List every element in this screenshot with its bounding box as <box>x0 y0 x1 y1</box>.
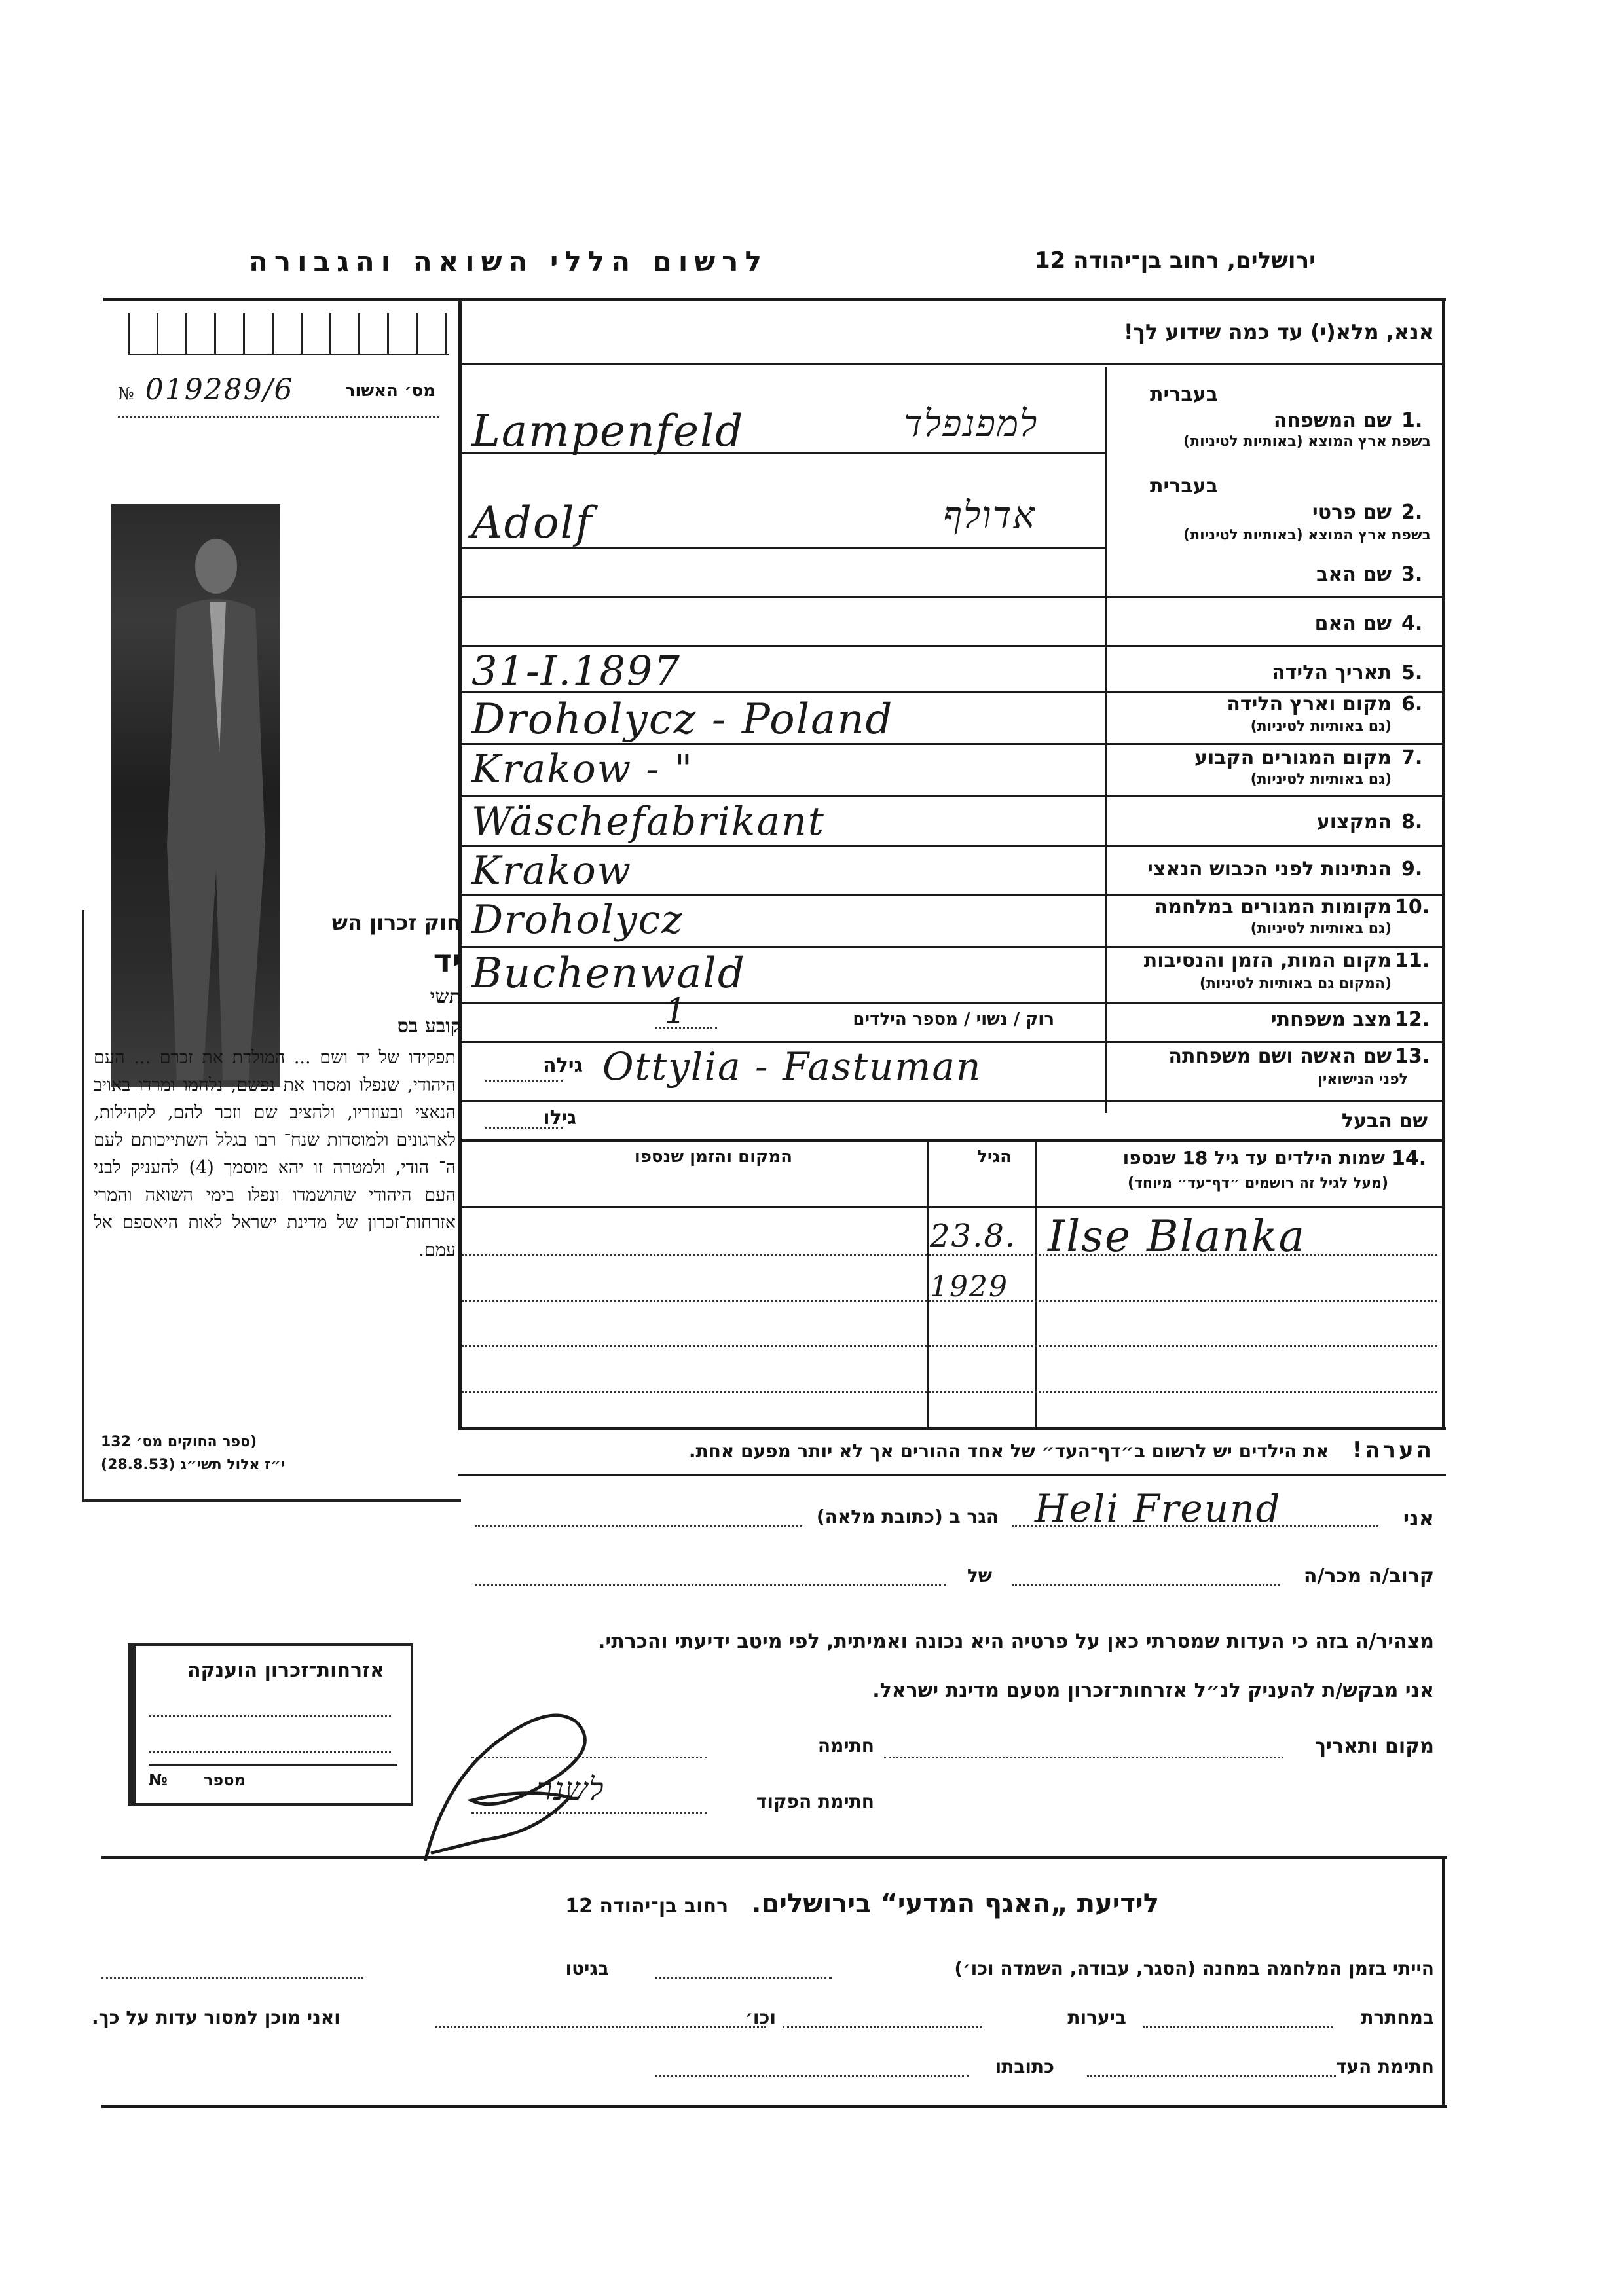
husband-label: שם הבעל <box>1341 1110 1428 1133</box>
row-sep-14 <box>458 1139 1444 1142</box>
field-4-number: 4. <box>1401 612 1423 635</box>
declaration-resident-label: הגר ב (כתובת מלאה) <box>816 1506 999 1527</box>
field-12-label: מצב משפחתי <box>1270 1008 1392 1031</box>
citizenship-number-row <box>149 1764 397 1789</box>
field-9-number: 9. <box>1401 858 1423 881</box>
field-11-label: מקום המות, הזמן והנסיבות <box>1143 949 1392 972</box>
field-10-value[interactable]: Droholycz <box>471 897 684 943</box>
place-date-label: מקום ותאריך <box>1314 1735 1434 1758</box>
row-sep-3 <box>458 596 1444 598</box>
footer-underground-label: במחתרת <box>1361 2007 1434 2028</box>
field-8-label: המקצוע <box>1316 811 1392 833</box>
field-10-sub: (גם באותיות לטיניות) <box>1250 920 1392 937</box>
signature-scribble-icon <box>406 1683 642 1866</box>
marital-options: רוק / נשוי / מספר הילדים <box>853 1010 1054 1029</box>
row-sep-7 <box>458 795 1444 797</box>
approval-tick-marks <box>128 313 449 355</box>
citizenship-number-label: מספר <box>203 1771 246 1789</box>
field-8-number: 8. <box>1401 811 1423 833</box>
declaration-address-rule <box>475 1525 802 1527</box>
footer-title: לידיעת „האגף המדעי“ בירושלים. <box>751 1889 1159 1919</box>
field-9-label: הנתינות לפני הכבוש הנאצי <box>1147 858 1392 881</box>
field-5-number: 5. <box>1401 661 1423 684</box>
wife-age-rule <box>485 1080 563 1082</box>
field-6-sub: (גם באותיות לטיניות) <box>1250 718 1392 735</box>
field-13-value[interactable]: Ottylia - Fastuman <box>602 1044 982 1089</box>
field-2-heb-label: בעברית <box>1150 475 1218 498</box>
children-header-rule <box>458 1206 1444 1208</box>
row-sep-12 <box>458 1041 1444 1043</box>
children-col-divider-2 <box>927 1140 929 1429</box>
declaration-request: אני מבקש/ת להעניק לנ״ל אזרחות־זכרון מטעם מדינת ישראל. <box>872 1679 1434 1702</box>
row-sep-10 <box>458 946 1444 948</box>
field-3-label: שם האב <box>1316 563 1392 586</box>
declaration-name-value[interactable]: Heli Freund <box>1035 1486 1282 1531</box>
row-sep-8 <box>458 845 1444 847</box>
field-1-value[interactable]: Lampenfeld <box>471 406 745 456</box>
approval-label: מס׳ האשור <box>344 381 435 401</box>
law-box <box>82 910 461 1502</box>
children-col-divider-1 <box>1035 1140 1037 1429</box>
children-row-rule-4 <box>462 1391 1437 1393</box>
intro-rule <box>458 363 1444 365</box>
field-7-sub: (גם באותיות לטיניות) <box>1250 771 1392 788</box>
field-10-number: 10. <box>1395 896 1430 919</box>
field-6-value[interactable]: Droholycz - Poland <box>471 695 894 744</box>
field-11-number: 11. <box>1395 949 1430 972</box>
footer-etc-rule <box>435 2026 766 2028</box>
footer-camp-label: הייתי בזמן המלחמה במחנה (הסגר, עבודה, השמדה וכו׳) <box>954 1958 1434 1979</box>
footer-forests-rule <box>783 2026 982 2028</box>
children-place-header: המקום והזמן שנספו <box>634 1147 792 1167</box>
citizenship-rule-1 <box>149 1715 391 1717</box>
note-bottom-rule <box>458 1474 1446 1476</box>
field-1-label: שם המשפחה <box>1273 409 1392 432</box>
footer-witness-address-label: כתובתו <box>995 2056 1054 2077</box>
footer-witness-signature-label: חתימת העד <box>1335 2056 1434 2077</box>
officer-signature-label: חתימת הפקוד <box>756 1791 874 1812</box>
footer-ghetto-rule <box>101 1977 363 1979</box>
footer-title-row <box>565 1889 1159 1919</box>
field-13-label: שם האשה ושם משפחתה <box>1168 1045 1392 1068</box>
footer-ghetto-label: בגיטו <box>565 1958 609 1979</box>
note-top-rule <box>458 1427 1446 1430</box>
husband-age-label: גילו <box>543 1106 576 1129</box>
footer-testify-label: ואני מוכן למסור עדות על כך. <box>92 2007 341 2028</box>
law-ref-2: י״ז אלול תשי״ג (28.8.53) <box>101 1457 286 1473</box>
husband-age-rule <box>485 1127 563 1129</box>
field-5-label: תאריך הלידה <box>1272 661 1392 684</box>
law-header-1: חוק זכרון הש <box>331 910 461 935</box>
footer-bottom-rule <box>101 2105 1447 2108</box>
field-6-label: מקום וארץ הלידה <box>1227 693 1392 716</box>
citizenship-box <box>128 1643 413 1806</box>
place-date-rule <box>884 1757 1283 1758</box>
children-row-rule-3 <box>462 1345 1437 1347</box>
field-7-label: מקום המגורים הקבוע <box>1194 746 1392 769</box>
field-11-sub: (המקום גם באותיות לטיניות) <box>1199 975 1392 992</box>
declaration-ani: אני <box>1403 1506 1434 1531</box>
field-1-heb-label: בעברית <box>1150 383 1218 406</box>
child-year[interactable]: 1929 <box>930 1270 1008 1303</box>
child-age[interactable]: 23.8. <box>930 1218 1017 1254</box>
field-1-number: 1. <box>1401 409 1423 432</box>
approval-no-prefix: № <box>118 384 136 404</box>
field-12-value[interactable]: 1 <box>665 992 688 1031</box>
officer-signature-value[interactable]: לשנר <box>537 1771 605 1808</box>
note-label: הערה! <box>1352 1437 1434 1463</box>
approval-number <box>118 373 445 407</box>
children-title: שמות הילדים עד גיל 18 שנספו <box>1122 1147 1385 1169</box>
wife-age-label: גילה <box>543 1054 583 1077</box>
footer-underground-rule <box>1143 2026 1333 2028</box>
row-sep-11 <box>458 1002 1444 1004</box>
footer-address: רחוב בן־יהודה 12 <box>565 1895 729 1918</box>
field-5-value[interactable]: 31-I.1897 <box>471 647 681 695</box>
declaration-relative-rule <box>1012 1584 1280 1586</box>
field-1-sub: בשפת ארץ המוצא (באותיות לטיניות) <box>1183 433 1431 450</box>
law-header-2: יד <box>433 943 461 979</box>
field-2-label: שם פרטי <box>1312 501 1392 524</box>
form-labels-divider <box>1105 367 1107 1113</box>
law-header-4: קובע בס <box>397 1015 461 1038</box>
declaration-statement: מצהיר/ה בזה כי העדות שמסרתי כאן על פרטיה היא נכונה ואמיתית, לפי מיטב ידיעתי והכרתי. <box>598 1630 1434 1653</box>
note-text: את הילדים יש לרשום ב״דף־העד״ של אחד ההורים אך לא יותר מפעם אחת. <box>688 1440 1329 1462</box>
field-11-value[interactable]: Buchenwald <box>471 949 746 998</box>
field-2-heb-value[interactable]: אדולף <box>943 494 1037 537</box>
header-address: ירושלים, רחוב בן־יהודה 12 <box>1035 247 1316 274</box>
form-top-border <box>103 298 1446 301</box>
field-2-value[interactable]: Adolf <box>471 498 593 548</box>
children-number: 14. <box>1392 1147 1427 1170</box>
footer-witness-address-rule <box>655 2075 969 2077</box>
citizenship-box-title: אזרחות־זכרון הוענקה <box>187 1659 384 1682</box>
footer-right-border <box>1442 1856 1445 2108</box>
field-12-number: 12. <box>1395 1008 1430 1031</box>
field-6-number: 6. <box>1401 693 1423 716</box>
intro-text: אנא, מלא(י) עד כמה שידוע לך! <box>1123 319 1434 344</box>
children-subtitle: (מעל לגיל זה רושמים ״דף־עד״ מיוחד) <box>1127 1175 1388 1192</box>
children-age-header: הגיל <box>977 1147 1012 1167</box>
field-13-number: 13. <box>1395 1045 1430 1068</box>
signature-label: חתימה <box>817 1735 874 1757</box>
form-right-border <box>1442 298 1445 1430</box>
declaration-of-rule <box>475 1584 946 1586</box>
row-sep-13 <box>458 1100 1444 1102</box>
approval-value: 019289/6 <box>145 373 294 407</box>
law-header-3: תשי <box>430 985 461 1008</box>
field-13-sub: לפני הנישואין <box>1318 1071 1408 1087</box>
children-count-rule <box>655 1027 717 1029</box>
citizenship-rule-2 <box>149 1751 391 1753</box>
field-1-heb-value[interactable]: למפנפלד <box>904 403 1039 445</box>
footer-witness-signature-rule <box>1087 2075 1336 2077</box>
footer-top-rule <box>101 1856 1447 1859</box>
child-name[interactable]: Ilse Blanka <box>1048 1211 1306 1262</box>
footer-etc-label: וכו׳ <box>745 2007 776 2028</box>
field-10-label: מקומות המגורים במלחמה <box>1154 896 1392 919</box>
field-9-value[interactable]: Krakow <box>471 848 633 894</box>
field-7-value[interactable]: Krakow - " <box>471 746 694 792</box>
field-4-label: שם האם <box>1314 612 1392 635</box>
citizenship-no-prefix: № <box>149 1771 168 1789</box>
field-7-number: 7. <box>1401 746 1423 769</box>
declaration-of-label: של <box>967 1565 992 1586</box>
footer-camp-rule <box>655 1977 832 1979</box>
field-2-number: 2. <box>1401 501 1423 524</box>
declaration-relative-label: קרוב/ה מכר/ה <box>1303 1565 1434 1588</box>
note-row <box>689 1437 1434 1463</box>
field-8-value[interactable]: Wäschefabrikant <box>471 799 825 845</box>
field-3-number: 3. <box>1401 563 1423 586</box>
approval-rule <box>118 416 439 418</box>
field-2-sub: בשפת ארץ המוצא (באותיות לטיניות) <box>1183 527 1431 543</box>
law-text: תפקידו של יד ושם ... המולדת את זכרם ... העם היהודי, שנפלו ומסרו את נפשם, נלחמו ומרדו באויב הנאצי ובעוזריו, ולהציב שם וזכר להם, לקהילות, לארגונים ולמוסדות שנח־ רבו בגלל השתייכותם לעם ה־ הודי, ולמטרה זו יהא מוסמך (4) להעניק לבני העם היהודי שהושמדו ונפלו בימי השואה והמרי אזרחות־זכרון של מדינת ישראל לאות היאספם אל עמם. <box>94 1048 456 1260</box>
footer-forests-label: ביערות <box>1067 2007 1126 2028</box>
law-ref-1: (ספר החוקים מס׳ 132 <box>101 1434 257 1450</box>
page-title: לרשום הללי השואה והגבורה <box>249 246 768 278</box>
